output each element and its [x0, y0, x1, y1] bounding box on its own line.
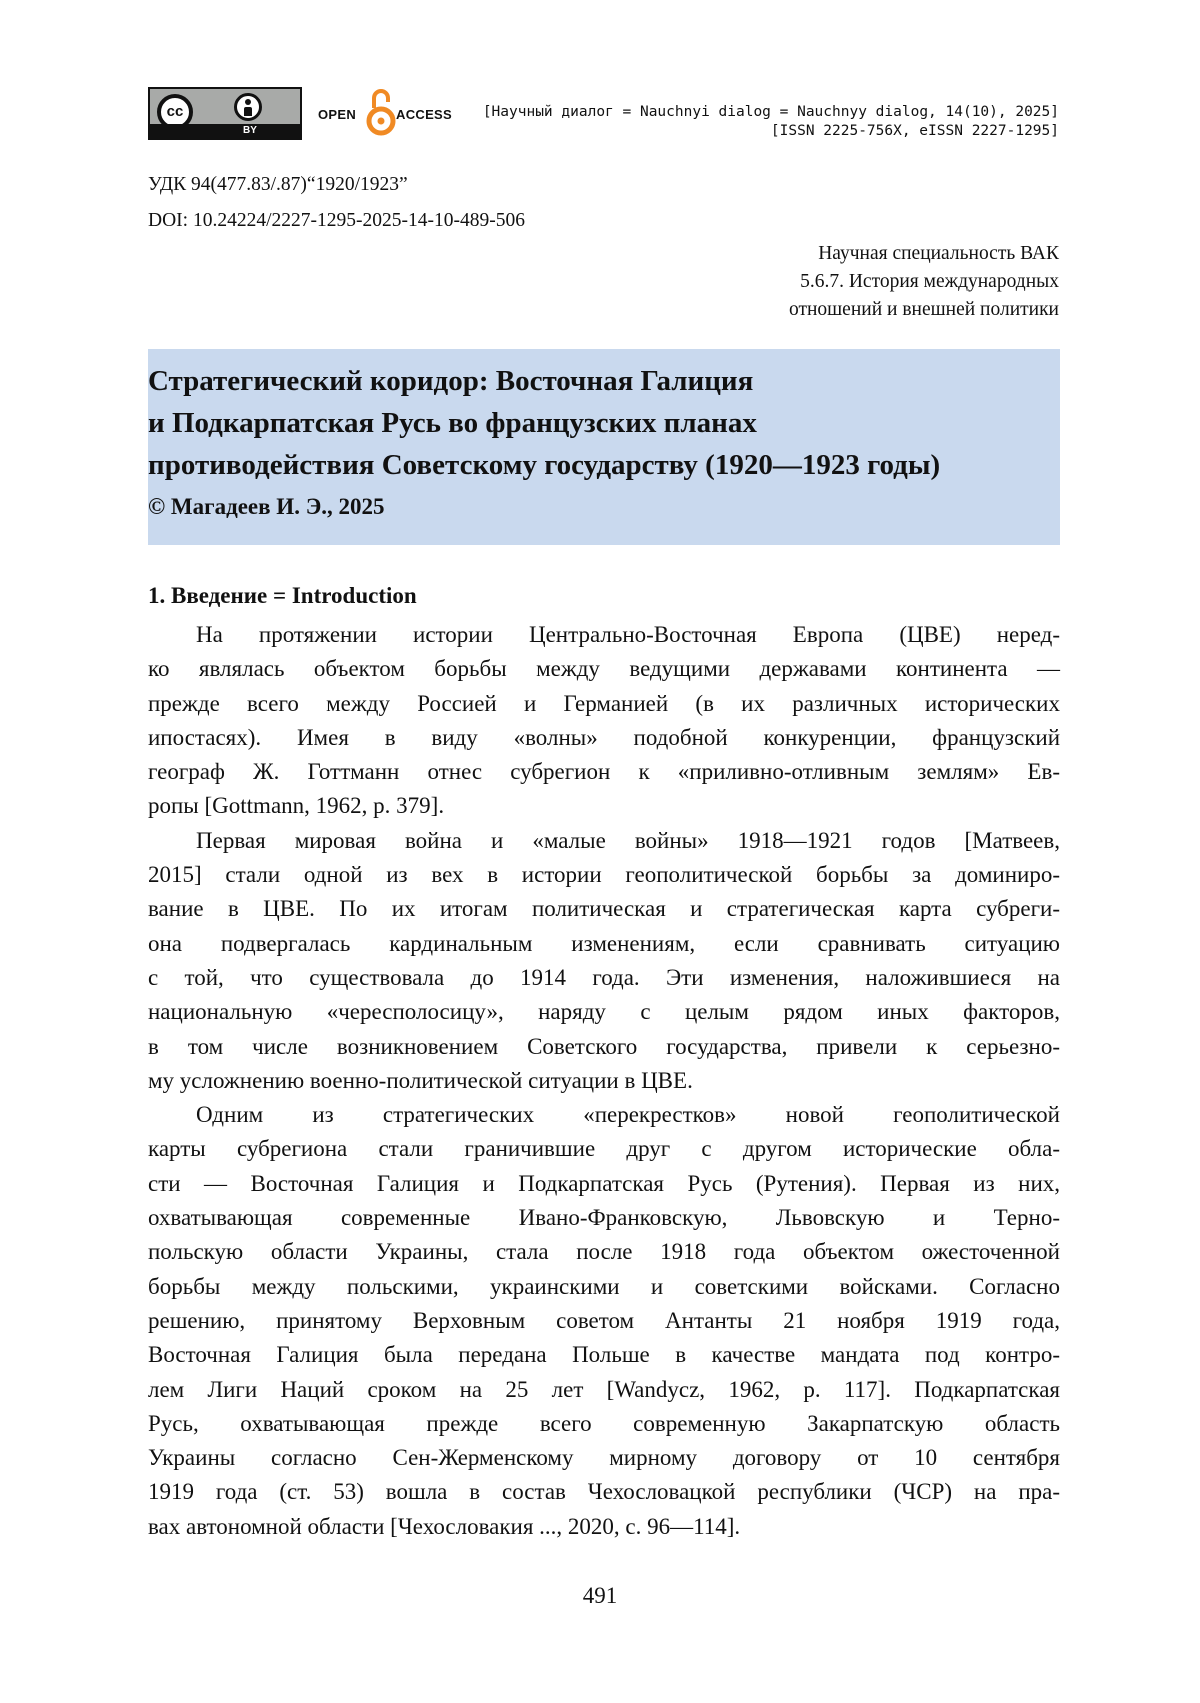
udk-code: УДК 94(477.83/.87)“1920/1923” [148, 174, 408, 195]
text-line: Восточная Галиция была передана Польше в качестве мандата под контро- [148, 1342, 1060, 1368]
cc-icon: cc [157, 94, 193, 130]
paragraph [148, 1098, 1060, 1544]
text-line: с той, что существовала до 1914 года. Эти изменения, наложившиеся на [148, 964, 1060, 990]
paragraph [148, 618, 1060, 824]
cc-by-license-badge [148, 87, 302, 140]
open-access-word-access: ACCESS [396, 107, 452, 122]
text-line: сти — Восточная Галиция и Подкарпатская Русь (Рутения). Первая из них, [148, 1170, 1060, 1196]
open-access-logo [318, 86, 458, 138]
text-line: она подвергалась кардинальным изменениям, если сравнивать ситуацию [148, 930, 1060, 956]
text-line: му усложнению военно-политической ситуации в ЦВЕ. [148, 1067, 693, 1093]
text-line: борьбы между польскими, украинскими и советскими войсками. Согласно [148, 1273, 1060, 1299]
text-line: охватывающая современные Ивано-Франковскую, Львовскую и Терно- [148, 1205, 1060, 1231]
text-line: в том числе возникновением Советского государства, привели к серьезно- [148, 1033, 1060, 1059]
text-line: ипостасях). Имея в виду «волны» подобной конкуренции, французский [148, 724, 1060, 750]
text-line: 2015] стали одной из вех в истории геополитической борьбы за доминиро- [148, 862, 1060, 888]
specialty-line: отношений и внешней политики [788, 299, 1059, 320]
text-line: вах автономной области [Чехословакия ..., 2020, с. 96—114]. [148, 1513, 741, 1539]
paragraph [148, 824, 1060, 1098]
text-line: Русь, охватывающая прежде всего современную Закарпатскую область [148, 1410, 1060, 1436]
title-line: Стратегический коридор: Восточная Галиция [148, 365, 754, 397]
open-access-word-open: OPEN [318, 107, 357, 122]
specialty-line: Научная специальность ВАК [818, 243, 1059, 264]
article-title [148, 360, 1060, 486]
doi[interactable]: DOI: 10.24224/2227-1295-2025-14-10-489-506 [148, 210, 525, 231]
title-block [148, 349, 1060, 545]
title-line: и Подкарпатская Русь во французских планах [148, 407, 757, 439]
text-line: 1919 года (ст. 53) вошла в состав Чехословацкой республики (ЧСР) на пра- [148, 1479, 1060, 1505]
text-line: ко являлась объектом борьбы между ведущими державами континента — [148, 656, 1060, 682]
journal-citation: [Научный диалог = Nauchnyi dialog = Nauchnyy dialog, 14(10), 2025] [482, 104, 1059, 120]
open-lock-icon [366, 86, 396, 138]
journal-reference [483, 103, 1059, 141]
text-line: Одним из стратегических «перекрестков» новой геополитической [196, 1102, 1060, 1128]
by-label: BY [243, 125, 257, 136]
page-number: 491 [582, 1583, 618, 1608]
specialty-line: 5.6.7. История международных [800, 271, 1059, 292]
body-text [148, 618, 1060, 1544]
journal-issn: [ISSN 2225-756X, eISSN 2227-1295] [770, 123, 1059, 139]
text-line: географ Ж. Готтманн отнес субрегион к «приливно-отливным землям» Ев- [148, 759, 1060, 785]
text-line: решению, принятому Верховным советом Антанты 21 ноября 1919 года, [148, 1307, 1060, 1333]
text-line: Украины согласно Сен-Жерменскому мирному договору от 10 сентября [148, 1445, 1060, 1471]
author-copyright: © Магадеев И. Э., 2025 [148, 494, 385, 519]
vak-specialty [789, 240, 1059, 324]
text-line: вание в ЦВЕ. По их итогам политическая и стратегическая карта субреги- [148, 896, 1060, 922]
text-line: ропы [Gottmann, 1962, p. 379]. [148, 793, 445, 819]
text-line: карты субрегиона стали граничившие друг с другом исторические обла- [148, 1136, 1060, 1162]
section-heading: 1. Введение = Introduction [148, 583, 417, 608]
text-line: лем Лиги Наций сроком на 25 лет [Wandycz, 1962, p. 117]. Подкарпатская [148, 1376, 1060, 1402]
title-line: противодействия Советскому государству (1920—1923 годы) [148, 449, 941, 481]
text-line: На протяжении истории Центрально-Восточная Европа (ЦВЕ) неред- [196, 622, 1060, 647]
text-line: прежде всего между Россией и Германией (в их различных исторических [148, 690, 1060, 716]
text-line: польскую области Украины, стала после 1918 года объектом ожесточенной [148, 1239, 1060, 1265]
by-person-icon [234, 93, 262, 121]
text-line: национальную «чересполосицу», наряду с целым рядом иных факторов, [148, 999, 1060, 1025]
text-line: Первая мировая война и «малые войны» 1918—1921 годов [Матвеев, [196, 827, 1060, 853]
